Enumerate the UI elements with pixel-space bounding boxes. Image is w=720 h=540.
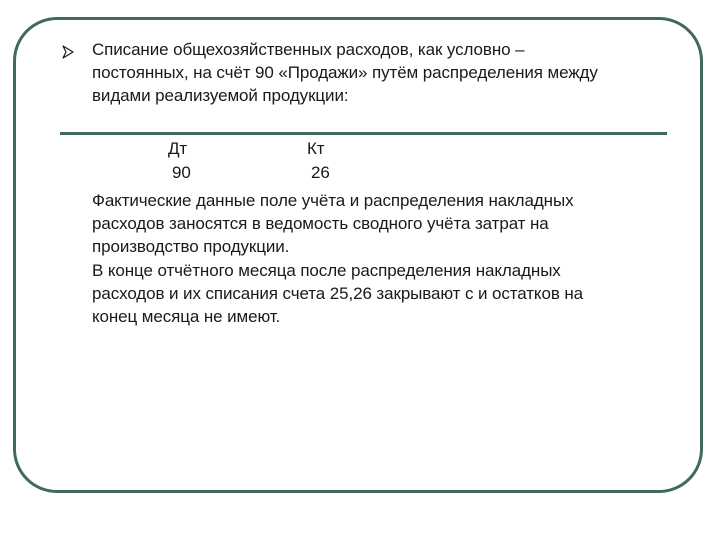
bullet-text-line-2: постоянных, на счёт 90 «Продажи» путём распределения между — [92, 63, 598, 82]
credit-label: Кт — [307, 139, 325, 158]
paragraph-2-line-2: расходов и их списания счета 25,26 закрывают с и остатков на — [92, 284, 584, 303]
debit-account: 90 — [172, 163, 191, 182]
paragraph-2-line-1: В конце отчётного месяца после распределения накладных — [92, 261, 561, 280]
credit-account: 26 — [311, 163, 330, 182]
paragraph-1-line-1: Фактические данные поле учёта и распределения накладных — [92, 191, 574, 210]
debit-label: Дт — [168, 139, 188, 158]
bullet-text-line-1: Списание общехозяйственных расходов, как условно – — [92, 40, 525, 59]
paragraph-2-line-3: конец месяца не имеют. — [92, 307, 281, 326]
paragraph-1-line-2: расходов заносятся в ведомость сводного учёта затрат на — [92, 214, 549, 233]
divider-line — [60, 132, 667, 135]
bullet-text-line-3: видами реализуемой продукции: — [92, 86, 349, 105]
arrow-bullet-icon — [62, 45, 74, 59]
paragraph-1-line-3: производство продукции. — [92, 237, 290, 256]
